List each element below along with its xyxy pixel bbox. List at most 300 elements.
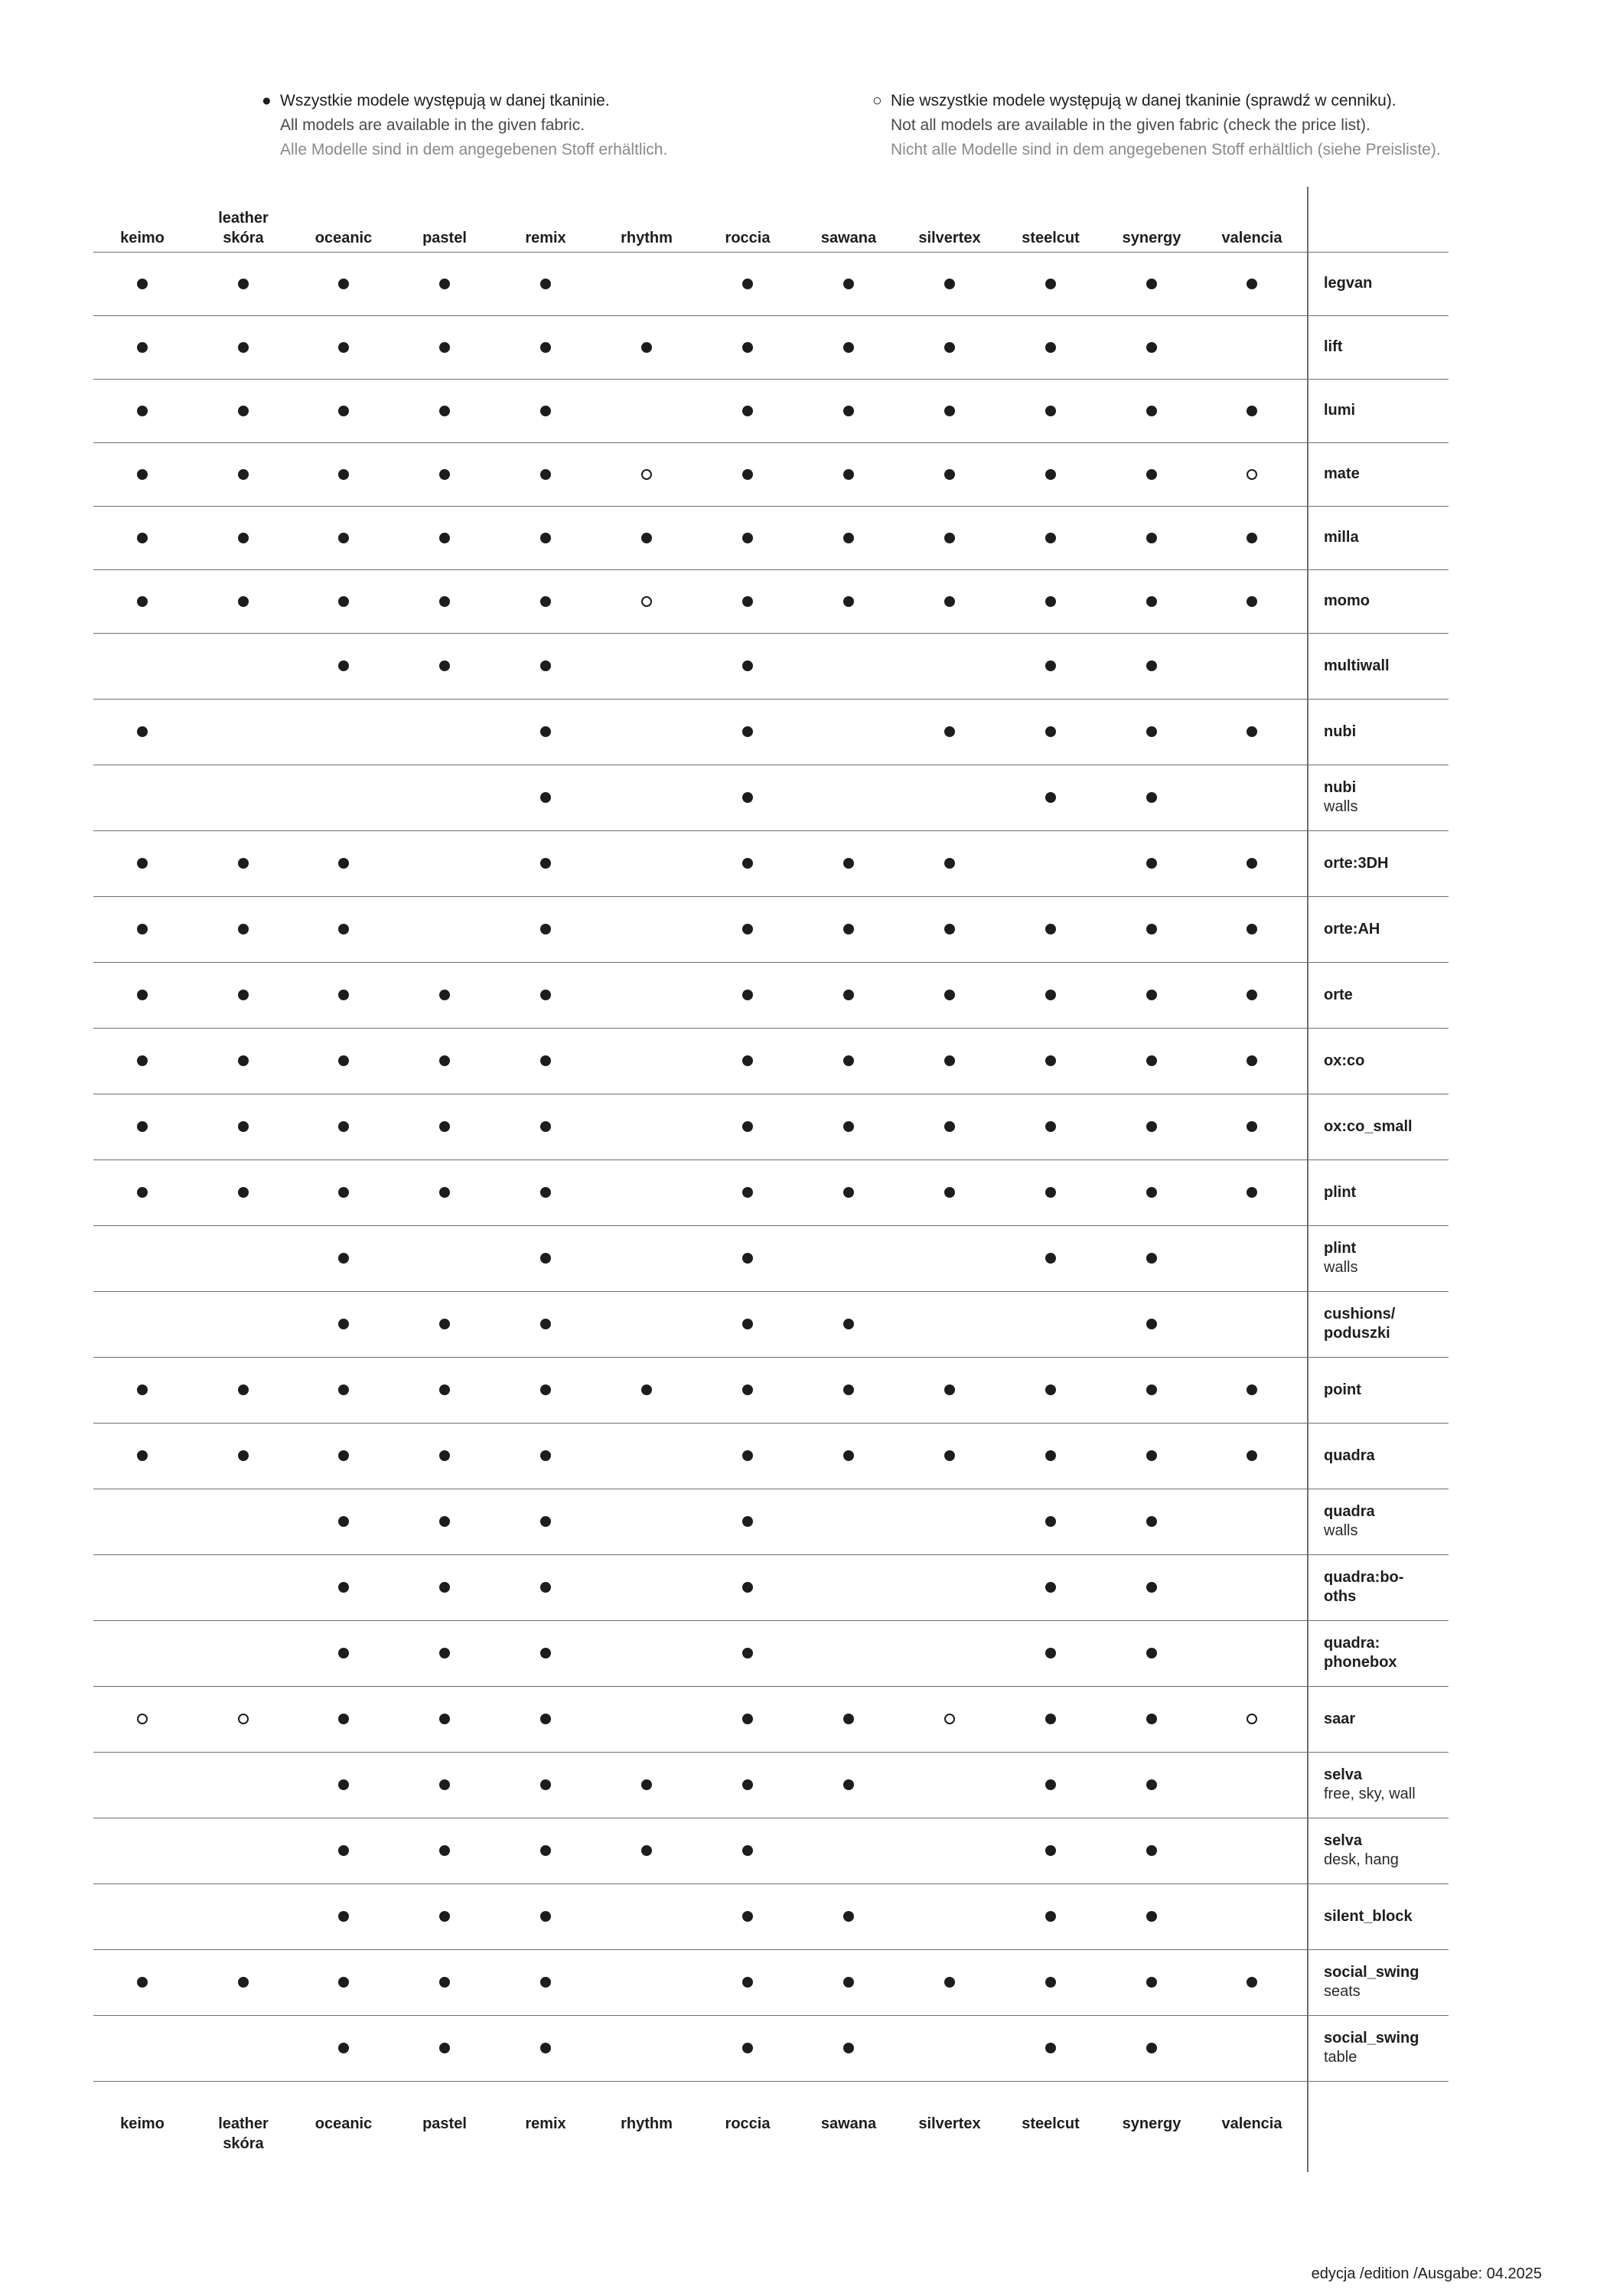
full-availability-dot — [137, 342, 148, 353]
model-name: cushions/ poduszki — [1324, 1306, 1396, 1342]
full-availability-dot — [238, 469, 249, 480]
full-availability-dot — [338, 660, 349, 671]
table-row-divider — [93, 830, 1449, 831]
full-availability-dot — [843, 1121, 854, 1132]
row-label — [1324, 315, 1446, 379]
partial-availability-dot — [238, 1714, 249, 1724]
model-name: quadra: phonebox — [1324, 1635, 1397, 1671]
full-availability-dot — [742, 279, 753, 289]
model-name: quadra — [1324, 1446, 1375, 1464]
full-availability-dot — [641, 1384, 652, 1395]
column-header-top — [597, 199, 696, 248]
full-availability-dot — [540, 1384, 551, 1395]
column-header-bottom — [93, 2114, 192, 2157]
full-availability-dot — [540, 990, 551, 1000]
full-availability-dot — [944, 533, 955, 543]
column-header-top — [93, 199, 192, 248]
full-availability-dot — [1247, 406, 1257, 416]
column-header-top — [1202, 199, 1302, 248]
full-availability-dot — [238, 1055, 249, 1066]
model-name: momo — [1324, 592, 1370, 609]
column-header-bottom — [1001, 2114, 1100, 2157]
model-name: orte — [1324, 986, 1353, 1003]
full-availability-dot — [843, 1779, 854, 1790]
full-availability-dot — [1045, 792, 1056, 803]
full-availability-dot — [238, 279, 249, 289]
column-header-bottom — [698, 2114, 797, 2157]
full-availability-dot — [742, 1319, 753, 1329]
legend-full-de: Alle Modelle sind in dem angegebenen Stoff erhältlich. — [280, 141, 668, 158]
model-name: plint — [1324, 1240, 1357, 1257]
full-availability-dot — [439, 1319, 450, 1329]
full-availability-dot — [338, 1516, 349, 1527]
column-header-word: leather — [218, 2115, 269, 2132]
full-availability-dot — [742, 533, 753, 543]
full-availability-dot — [439, 1582, 450, 1593]
full-availability-dot — [1146, 1319, 1157, 1329]
full-availability-icon: ● — [262, 92, 272, 109]
full-availability-dot — [843, 924, 854, 934]
row-label — [1324, 569, 1446, 633]
full-availability-dot — [1247, 533, 1257, 543]
row-label — [1324, 1620, 1446, 1686]
row-label — [1324, 379, 1446, 442]
column-header-top — [496, 199, 595, 248]
full-availability-dot — [742, 726, 753, 737]
model-name: silent_block — [1324, 1907, 1413, 1925]
row-label — [1324, 699, 1446, 765]
full-availability-dot — [540, 596, 551, 607]
full-availability-dot — [1146, 1582, 1157, 1593]
column-header-top — [194, 199, 293, 248]
partial-availability-dot — [641, 596, 652, 607]
row-label — [1324, 633, 1446, 699]
column-header-top — [900, 199, 999, 248]
row-label — [1324, 896, 1446, 962]
full-availability-dot — [1146, 533, 1157, 543]
table-row-divider — [93, 569, 1449, 570]
full-availability-dot — [540, 279, 551, 289]
full-availability-dot — [338, 858, 349, 869]
row-label — [1324, 1028, 1446, 1094]
full-availability-dot — [137, 990, 148, 1000]
row-label — [1324, 2015, 1446, 2081]
model-name: ox:co — [1324, 1052, 1365, 1069]
full-availability-dot — [137, 596, 148, 607]
row-label — [1324, 1554, 1446, 1620]
full-availability-dot — [238, 1450, 249, 1461]
column-header-word: oceanic — [314, 230, 373, 246]
column-header-word: keimo — [120, 230, 165, 246]
table-row-divider — [93, 1620, 1449, 1621]
model-name: selva — [1324, 1766, 1363, 1783]
full-availability-dot — [338, 1714, 349, 1724]
full-availability-dot — [439, 1055, 450, 1066]
row-label — [1324, 506, 1446, 569]
column-header-top — [395, 199, 494, 248]
full-availability-dot — [944, 1055, 955, 1066]
full-availability-dot — [1146, 792, 1157, 803]
full-availability-dot — [540, 1516, 551, 1527]
column-header-bottom — [799, 2114, 898, 2157]
full-availability-dot — [1045, 1450, 1056, 1461]
full-availability-dot — [137, 533, 148, 543]
full-availability-dot — [742, 1055, 753, 1066]
full-availability-dot — [1045, 1253, 1056, 1264]
full-availability-dot — [338, 1779, 349, 1790]
model-name: saar — [1324, 1710, 1356, 1727]
table-row-divider — [93, 699, 1449, 700]
column-header-bottom — [597, 2114, 696, 2157]
full-availability-dot — [238, 924, 249, 934]
full-availability-dot — [1146, 858, 1157, 869]
table-row-divider — [93, 1291, 1449, 1292]
row-label — [1324, 252, 1446, 315]
column-header-bottom — [1202, 2114, 1302, 2157]
column-header-word: keimo — [120, 2115, 165, 2132]
full-availability-dot — [238, 342, 249, 353]
column-header-bottom — [496, 2114, 595, 2157]
full-availability-dot — [843, 1055, 854, 1066]
full-availability-dot — [540, 1648, 551, 1658]
full-availability-dot — [540, 858, 551, 869]
full-availability-dot — [1146, 1714, 1157, 1724]
model-variant: walls — [1324, 1259, 1358, 1276]
column-header-bottom — [900, 2114, 999, 2157]
full-availability-dot — [439, 1714, 450, 1724]
partial-availability-dot — [944, 1714, 955, 1724]
full-availability-dot — [944, 596, 955, 607]
legend-full-en: All models are available in the given fabric. — [280, 116, 585, 134]
model-name: lift — [1324, 338, 1343, 355]
model-variant: seats — [1324, 1983, 1361, 2000]
full-availability-dot — [843, 596, 854, 607]
model-name: lumi — [1324, 402, 1356, 419]
full-availability-dot — [742, 2043, 753, 2053]
full-availability-dot — [742, 1977, 753, 1988]
model-name: social_swing — [1324, 2030, 1419, 2047]
row-label — [1324, 1686, 1446, 1752]
model-name: selva — [1324, 1832, 1363, 1849]
full-availability-dot — [238, 1187, 249, 1198]
full-availability-dot — [540, 469, 551, 480]
full-availability-dot — [843, 1977, 854, 1988]
full-availability-dot — [338, 1319, 349, 1329]
full-availability-dot — [843, 469, 854, 480]
full-availability-dot — [843, 279, 854, 289]
full-availability-dot — [439, 1845, 450, 1856]
full-availability-dot — [137, 469, 148, 480]
model-name: ox:co_small — [1324, 1117, 1413, 1135]
full-availability-dot — [1247, 1187, 1257, 1198]
model-name: plint — [1324, 1183, 1357, 1201]
full-availability-dot — [742, 469, 753, 480]
full-availability-dot — [843, 342, 854, 353]
full-availability-dot — [1045, 990, 1056, 1000]
model-variant: table — [1324, 2049, 1357, 2066]
full-availability-dot — [1146, 1055, 1157, 1066]
full-availability-dot — [137, 1977, 148, 1988]
full-availability-dot — [439, 990, 450, 1000]
column-header-top — [698, 199, 797, 248]
legend-partial-pl: Nie wszystkie modele występują w danej tkaninie (sprawdź w cenniku). — [891, 92, 1396, 109]
table-row-divider — [93, 1752, 1449, 1753]
table-row-divider — [93, 962, 1449, 963]
partial-availability-dot — [641, 469, 652, 480]
full-availability-dot — [238, 596, 249, 607]
column-header-top — [294, 199, 393, 248]
full-availability-dot — [439, 1779, 450, 1790]
column-header-word: valencia — [1221, 230, 1282, 246]
full-availability-dot — [338, 1121, 349, 1132]
full-availability-dot — [1045, 2043, 1056, 2053]
full-availability-dot — [540, 1977, 551, 1988]
full-availability-dot — [439, 1187, 450, 1198]
table-row-divider — [93, 896, 1449, 897]
full-availability-dot — [742, 1253, 753, 1264]
table-row-divider — [93, 1159, 1449, 1160]
table-row-divider — [93, 1357, 1449, 1358]
column-header-word: valencia — [1221, 2115, 1282, 2132]
full-availability-dot — [742, 342, 753, 353]
row-label — [1324, 765, 1446, 830]
table-row-divider — [93, 1423, 1449, 1424]
full-availability-dot — [540, 2043, 551, 2053]
row-label — [1324, 1159, 1446, 1225]
table-row-divider — [93, 379, 1449, 380]
column-header-word: remix — [525, 230, 566, 246]
partial-availability-dot — [1247, 1714, 1257, 1724]
model-name: quadra — [1324, 1503, 1375, 1520]
full-availability-dot — [439, 596, 450, 607]
model-name: point — [1324, 1381, 1361, 1398]
column-header-word: sawana — [820, 230, 877, 246]
full-availability-dot — [338, 990, 349, 1000]
row-label — [1324, 442, 1446, 506]
legend-full-pl: Wszystkie modele występują w danej tkaninie. — [280, 92, 610, 109]
model-name: legvan — [1324, 275, 1373, 292]
column-header-word: silvertex — [918, 2115, 981, 2132]
full-availability-dot — [742, 858, 753, 869]
column-header-top — [1102, 199, 1201, 248]
full-availability-dot — [843, 2043, 854, 2053]
full-availability-dot — [843, 1187, 854, 1198]
full-availability-dot — [439, 1121, 450, 1132]
full-availability-dot — [1146, 279, 1157, 289]
full-availability-dot — [1146, 1384, 1157, 1395]
full-availability-dot — [439, 406, 450, 416]
full-availability-dot — [1146, 1779, 1157, 1790]
full-availability-dot — [742, 990, 753, 1000]
full-availability-dot — [439, 1516, 450, 1527]
full-availability-dot — [338, 1845, 349, 1856]
full-availability-dot — [540, 792, 551, 803]
full-availability-dot — [742, 1648, 753, 1658]
full-availability-dot — [843, 533, 854, 543]
row-label — [1324, 1291, 1446, 1357]
column-header-word: skóra — [223, 230, 264, 246]
full-availability-dot — [1146, 342, 1157, 353]
full-availability-dot — [540, 1582, 551, 1593]
full-availability-dot — [641, 342, 652, 353]
full-availability-dot — [641, 1845, 652, 1856]
model-name: quadra:bo- oths — [1324, 1569, 1404, 1605]
full-availability-dot — [1247, 924, 1257, 934]
full-availability-dot — [1146, 990, 1157, 1000]
full-availability-dot — [338, 1450, 349, 1461]
partial-availability-icon: ○ — [872, 92, 882, 109]
full-availability-dot — [338, 1055, 349, 1066]
full-availability-dot — [944, 1187, 955, 1198]
full-availability-dot — [1247, 1121, 1257, 1132]
model-name: orte:AH — [1324, 920, 1380, 938]
full-availability-dot — [238, 1121, 249, 1132]
full-availability-dot — [1045, 469, 1056, 480]
full-availability-dot — [944, 406, 955, 416]
full-availability-dot — [944, 1450, 955, 1461]
full-availability-dot — [238, 858, 249, 869]
full-availability-dot — [338, 469, 349, 480]
full-availability-dot — [540, 726, 551, 737]
column-header-word: pastel — [422, 230, 467, 246]
full-availability-dot — [944, 990, 955, 1000]
full-availability-dot — [843, 406, 854, 416]
full-availability-dot — [540, 1714, 551, 1724]
full-availability-dot — [540, 1121, 551, 1132]
full-availability-dot — [439, 660, 450, 671]
row-label — [1324, 1883, 1446, 1949]
full-availability-dot — [742, 1714, 753, 1724]
full-availability-dot — [1045, 596, 1056, 607]
column-header-word: roccia — [725, 2115, 771, 2132]
full-availability-dot — [843, 990, 854, 1000]
row-label — [1324, 1357, 1446, 1423]
column-header-bottom — [294, 2114, 393, 2157]
full-availability-dot — [742, 406, 753, 416]
full-availability-dot — [1045, 342, 1056, 353]
full-availability-dot — [540, 660, 551, 671]
table-row-divider — [93, 506, 1449, 507]
table-row-divider — [93, 1028, 1449, 1029]
column-header-top — [1001, 199, 1100, 248]
full-availability-dot — [338, 279, 349, 289]
full-availability-dot — [1146, 1977, 1157, 1988]
column-header-top — [799, 199, 898, 248]
full-availability-dot — [1045, 279, 1056, 289]
column-header-word: silvertex — [918, 230, 981, 246]
full-availability-dot — [1045, 1582, 1056, 1593]
full-availability-dot — [1146, 406, 1157, 416]
row-label — [1324, 830, 1446, 896]
full-availability-dot — [843, 1714, 854, 1724]
full-availability-dot — [540, 1319, 551, 1329]
full-availability-dot — [1045, 1384, 1056, 1395]
full-availability-dot — [1247, 1450, 1257, 1461]
full-availability-dot — [439, 1648, 450, 1658]
full-availability-dot — [742, 1582, 753, 1593]
full-availability-dot — [843, 1384, 854, 1395]
table-row-divider — [93, 633, 1449, 634]
full-availability-dot — [540, 342, 551, 353]
full-availability-dot — [1146, 1516, 1157, 1527]
full-availability-dot — [137, 1450, 148, 1461]
full-availability-dot — [540, 533, 551, 543]
full-availability-dot — [1247, 596, 1257, 607]
full-availability-dot — [944, 469, 955, 480]
full-availability-dot — [742, 1845, 753, 1856]
full-availability-dot — [944, 1121, 955, 1132]
model-name: social_swing — [1324, 1964, 1419, 1981]
full-availability-dot — [238, 533, 249, 543]
full-availability-dot — [137, 924, 148, 934]
full-availability-dot — [843, 858, 854, 869]
column-header-word: steelcut — [1022, 2115, 1080, 2132]
column-header-word: pastel — [422, 2115, 467, 2132]
full-availability-dot — [1247, 279, 1257, 289]
full-availability-dot — [742, 1516, 753, 1527]
full-availability-dot — [1146, 660, 1157, 671]
full-availability-dot — [1045, 1648, 1056, 1658]
full-availability-dot — [238, 1384, 249, 1395]
full-availability-dot — [540, 1055, 551, 1066]
table-row-divider — [93, 2015, 1449, 2016]
full-availability-dot — [137, 1187, 148, 1198]
row-label — [1324, 1094, 1446, 1159]
full-availability-dot — [338, 596, 349, 607]
full-availability-dot — [1146, 1187, 1157, 1198]
full-availability-dot — [1045, 660, 1056, 671]
row-label — [1324, 1752, 1446, 1818]
full-availability-dot — [540, 1253, 551, 1264]
table-row-divider — [93, 2081, 1449, 2082]
full-availability-dot — [1045, 1714, 1056, 1724]
full-availability-dot — [338, 1648, 349, 1658]
model-name: nubi — [1324, 779, 1357, 796]
model-name: orte:3DH — [1324, 854, 1389, 872]
full-availability-dot — [944, 342, 955, 353]
full-availability-dot — [338, 1582, 349, 1593]
full-availability-dot — [338, 1187, 349, 1198]
table-row-divider — [93, 1554, 1449, 1555]
full-availability-dot — [137, 279, 148, 289]
full-availability-dot — [540, 406, 551, 416]
full-availability-dot — [540, 1845, 551, 1856]
full-availability-dot — [540, 1187, 551, 1198]
full-availability-dot — [1045, 1977, 1056, 1988]
model-variant: desk, hang — [1324, 1851, 1399, 1868]
full-availability-dot — [238, 406, 249, 416]
full-availability-dot — [742, 924, 753, 934]
full-availability-dot — [944, 1384, 955, 1395]
full-availability-dot — [137, 858, 148, 869]
row-label — [1324, 962, 1446, 1028]
full-availability-dot — [944, 858, 955, 869]
table-row-divider — [93, 252, 1449, 253]
full-availability-dot — [944, 279, 955, 289]
full-availability-dot — [641, 1779, 652, 1790]
table-row-divider — [93, 1225, 1449, 1226]
column-header-word: skóra — [223, 2135, 264, 2152]
full-availability-dot — [338, 1384, 349, 1395]
row-label — [1324, 1225, 1446, 1291]
full-availability-dot — [1045, 1187, 1056, 1198]
full-availability-dot — [742, 792, 753, 803]
column-header-word: rhythm — [621, 2115, 673, 2132]
table-row-divider — [93, 315, 1449, 316]
edition-footer: edycja /edition /Ausgabe: 04.2025 — [1311, 2265, 1542, 2282]
legend-partial-en: Not all models are available in the given fabric (check the price list). — [891, 116, 1370, 134]
full-availability-dot — [338, 2043, 349, 2053]
